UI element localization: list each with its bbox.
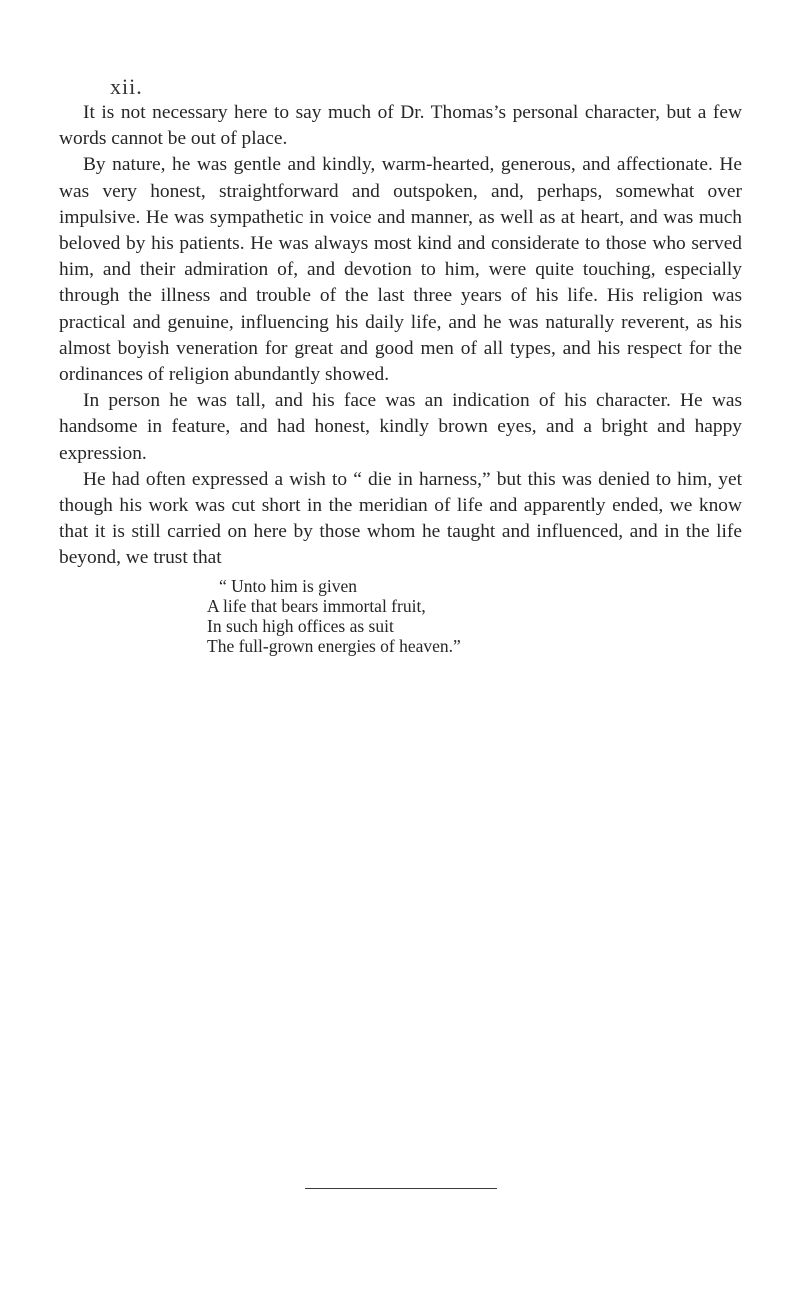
page-number: xii.	[110, 74, 143, 99]
verse-line: A life that bears immortal fruit,	[207, 595, 426, 616]
verse-line: In such high offices as suit	[207, 615, 394, 636]
closing-rule	[305, 1188, 497, 1189]
verse-line: “ Unto him is given	[219, 575, 358, 596]
verse-line: The full-grown energies of heaven.”	[207, 635, 461, 656]
verse-quotation	[59, 576, 742, 656]
paragraph-person: In person he was tall, and his face was an indication of his character. He was handsome in feature, and had honest, kindly brown eyes, and a bright and happy expression.	[59, 390, 742, 464]
paragraph-intro: It is not necessary here to say much of Dr. Thomas’s personal character, but a few words cannot be out of place.	[59, 102, 742, 150]
paragraph-harness: He had often expressed a wish to “ die in harness,” but this was denied to him, yet though his work was cut short in the meridian of life and apparently ended, we know that it is still carried on here by those whom he taught and influenced, and in the life beyond, we trust that	[59, 468, 742, 569]
page-body	[59, 100, 742, 656]
paragraph-nature: By nature, he was gentle and kindly, warm-hearted, generous, and affectionate. He was very honest, straightforward and outspoken, and, perhaps, somewhat over impulsive. He was sympathetic in voice and manner, as well as at heart, and was much beloved by his patients. He was always most kind and considerate to those who served him, and their admiration of, and devotion to him, were quite touching, especially through the illness and trouble of the last three years of his life. His religion was practical and genuine, influencing his daily life, and he was naturally reverent, as his almost boyish veneration for great and good men of all types, and his respect for the ordinances of religion abundantly showed.	[59, 154, 742, 386]
